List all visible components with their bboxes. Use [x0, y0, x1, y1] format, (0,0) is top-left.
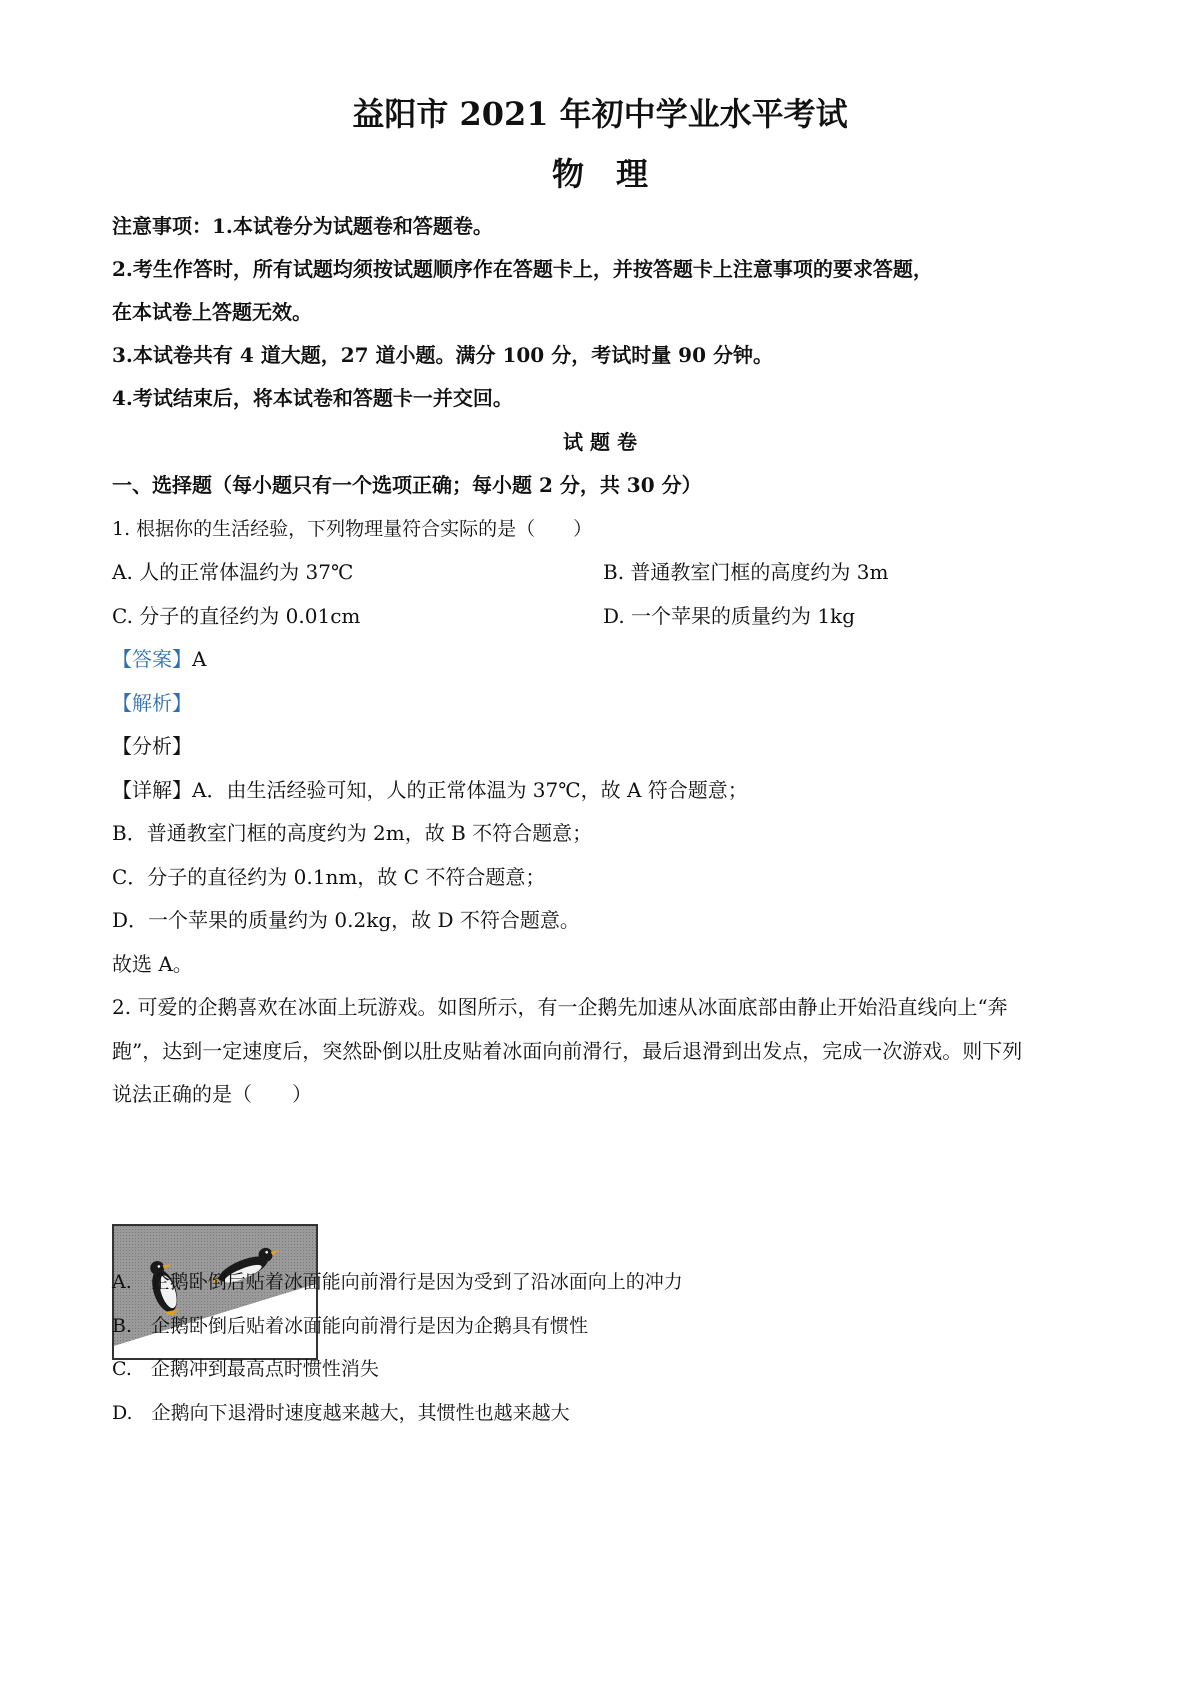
notice-line-3: 3.本试卷共有 4 道大题，27 道小题。满分 100 分，考试时量 90 分钟。: [112, 343, 773, 367]
q2-option-a: A. 企鹅卧倒后贴着冰面能向前滑行是因为受到了沿冰面向上的冲力: [112, 1271, 683, 1293]
answer-label: 【答案】: [112, 647, 192, 671]
q2-option-c: C. 企鹅冲到最高点时惯性消失: [112, 1358, 379, 1380]
q2-option-d: D. 企鹅向下退滑时速度越来越大，其惯性也越来越大: [112, 1402, 570, 1424]
notice-line-2a: 2.考生作答时，所有试题均须按试题顺序作在答题卡上，并按答题卡上注意事项的要求答题，: [112, 257, 933, 281]
analysis-label: 【解析】: [112, 691, 192, 715]
q2-stem-1: 2. 可爱的企鹅喜欢在冰面上玩游戏。如图所示，有一企鹅先加速从冰面底部由静止开始沿直线向上“奔: [112, 995, 1008, 1019]
q2-option-b: B. 企鹅卧倒后贴着冰面能向前滑行是因为企鹅具有惯性: [112, 1315, 589, 1337]
q1-option-d: D. 一个苹果的质量约为 1kg: [603, 604, 856, 628]
notice-line-1: 注意事项：1.本试卷分为试题卷和答题卷。: [112, 214, 493, 238]
subject-title: 物 理: [551, 155, 648, 193]
q2-stem-2: 跑”，达到一定速度后，突然卧倒以肚皮贴着冰面向前滑行，最后退滑到出发点，完成一次游戏。则下列: [112, 1039, 1023, 1063]
q1-detail-4: D．一个苹果的质量约为 0.2kg，故 D 不符合题意。: [112, 908, 580, 932]
q1-detail-1: 【详解】A．由生活经验可知，人的正常体温为 37℃，故 A 符合题意；: [112, 778, 748, 802]
notice-line-4: 4.考试结束后，将本试卷和答题卡一并交回。: [112, 386, 513, 410]
q1-option-c: C. 分子的直径约为 0.01cm: [112, 604, 361, 628]
fenxi-label: 【分析】: [112, 734, 192, 758]
q1-option-b: B. 普通教室门框的高度约为 3m: [603, 560, 889, 584]
section-1-title: 一、选择题（每小题只有一个选项正确；每小题 2 分，共 30 分）: [112, 473, 702, 497]
q1-option-a: A. 人的正常体温约为 37℃: [112, 560, 354, 584]
q2-stem-3: 说法正确的是（ ）: [112, 1082, 312, 1106]
q1-detail-2: B．普通教室门框的高度约为 2m，故 B 不符合题意；: [112, 821, 593, 845]
exam-title: 益阳市 2021 年初中学业水平考试: [352, 95, 848, 133]
q1-conclusion: 故选 A。: [112, 952, 193, 976]
notice-line-2b: 在本试卷上答题无效。: [112, 300, 312, 324]
q1-stem: 1. 根据你的生活经验，下列物理量符合实际的是（ ）: [112, 518, 593, 540]
paper-label: 试 题 卷: [563, 430, 637, 454]
q1-answer: [112, 644, 206, 674]
answer-value: A: [192, 647, 207, 671]
q1-detail-3: C．分子的直径约为 0.1nm，故 C 不符合题意；: [112, 865, 546, 889]
